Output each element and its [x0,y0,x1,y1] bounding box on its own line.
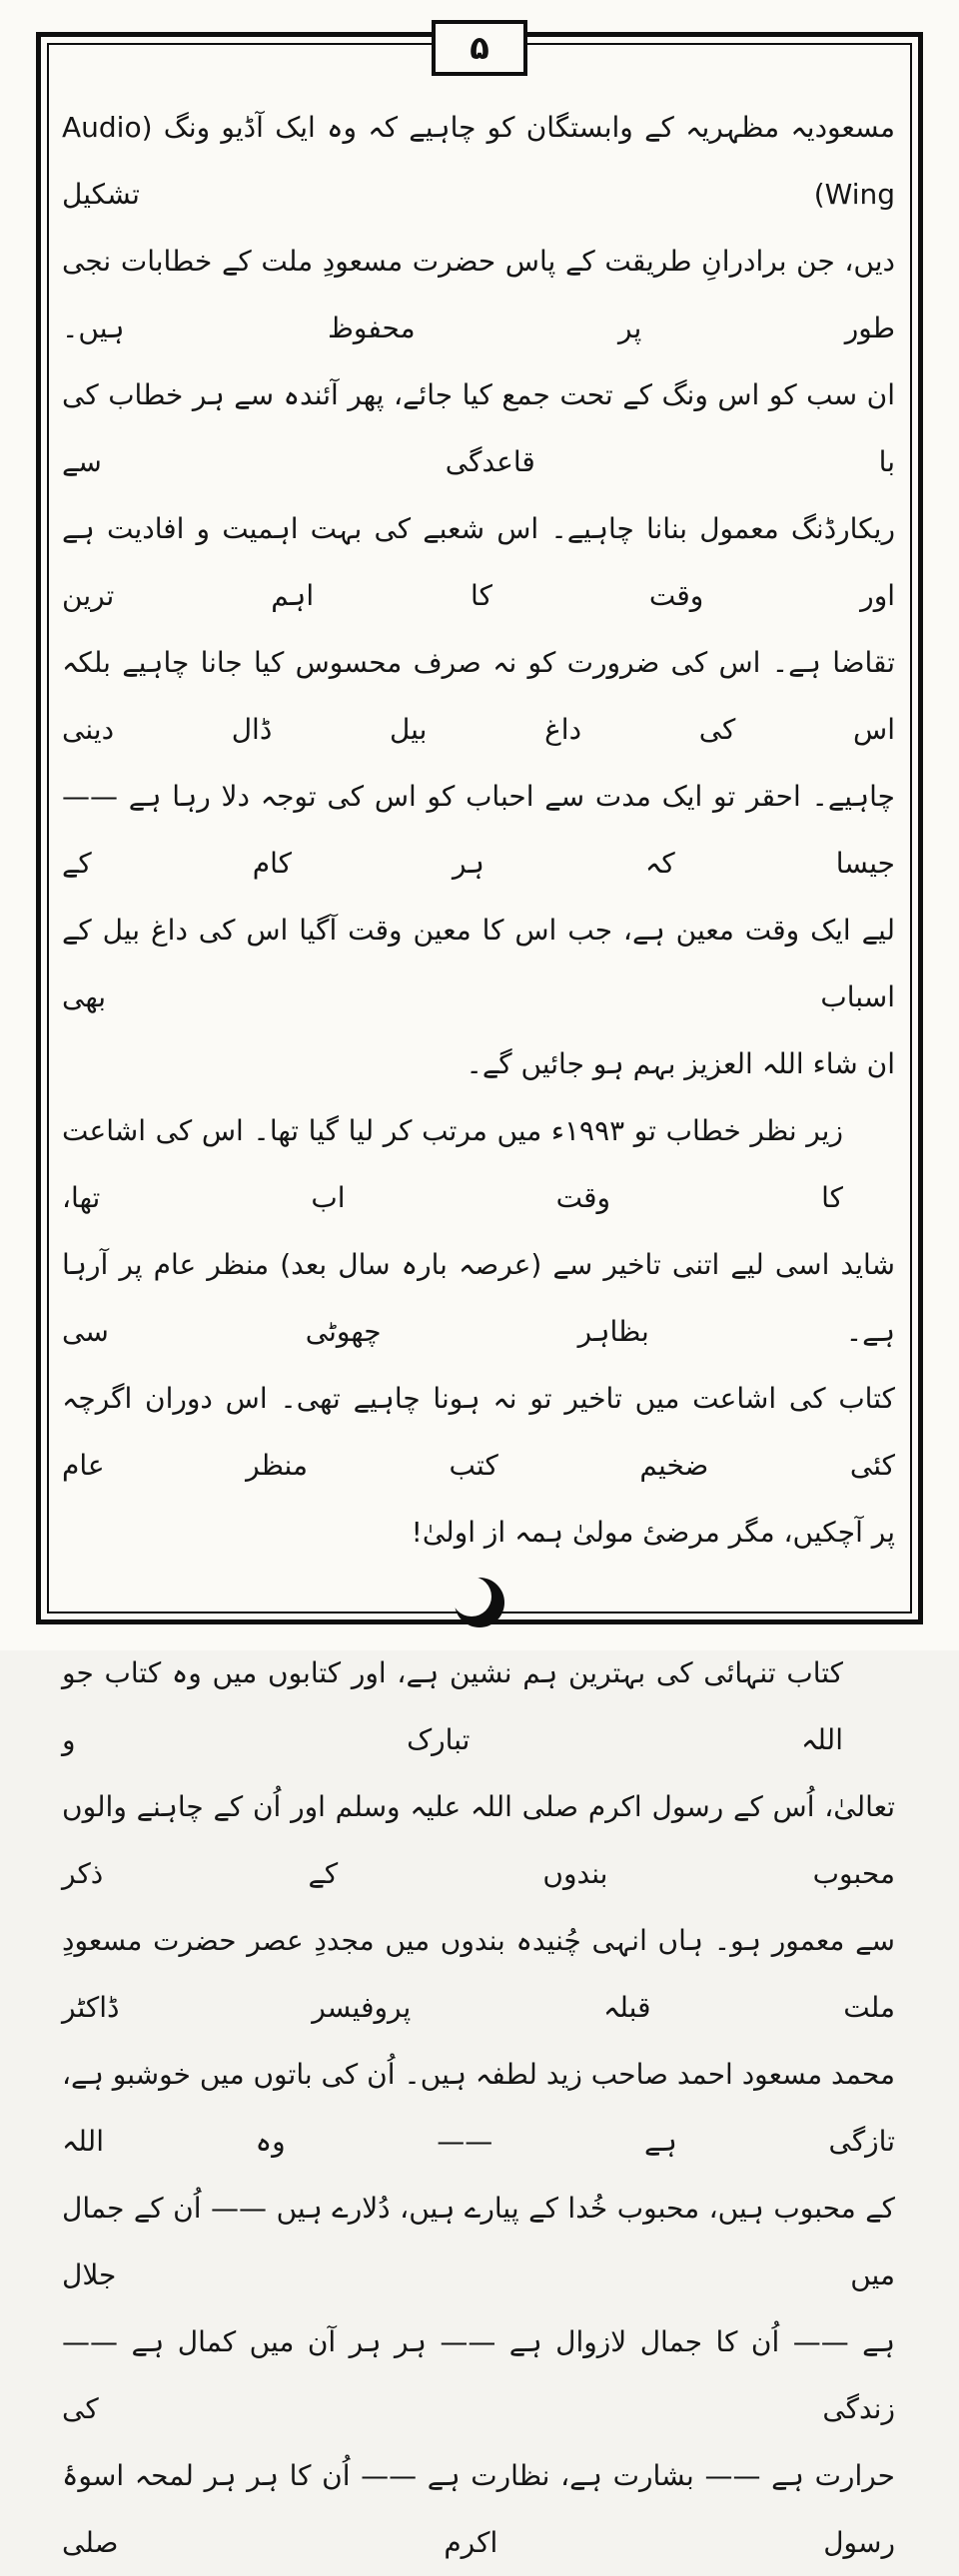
text-line: زیر نظر خطاب تو ۱۹۹۳ء میں مرتب کر لیا گیا تھا۔ اس کی اشاعت کا وقت اب تھا، [62,1114,843,1214]
text-line: شاید اسی لیے اتنی تاخیر سے (عرصہ بارہ سال بعد) منظر عام پر آرہا ہے۔ بظاہر چھوٹی سی [62,1248,895,1348]
text-line: تقاضا ہے۔ اس کی ضرورت کو نہ صرف محسوس کیا جانا چاہیے بلکہ اس کی داغ بیل ڈال دینی [62,646,895,746]
text-line: ہے —— اُن کا جمال لازوال ہے —— ہر ہر آن میں کمال ہے —— زندگی کی [62,2325,895,2425]
text-line: مسعودیہ مظہریہ کے وابستگان کو چاہیے کہ وہ ایک آڈیو ونگ (Audio Wing) تشکیل [62,111,895,211]
text-line: ریکارڈنگ معمول بنانا چاہیے۔ اس شعبے کی بہت اہمیت و افادیت ہے اور وقت کا اہم ترین [62,512,895,612]
text-line: پر آچکیں، مگر مرضیٔ مولیٰ ہمہ از اولیٰ! [411,1516,895,1549]
text-line: سے معمور ہو۔ ہاں انہی چُنیدہ بندوں میں مجددِ عصر حضرت مسعودِ ملت قبلہ پروفیسر ڈاکٹر [62,1924,895,2024]
text-line: لیے ایک وقت معین ہے، جب اس کا معین وقت آگیا اس کی داغ بیل کے اسباب بھی [62,914,895,1013]
text-line: کتاب تنہائی کی بہترین ہم نشین ہے، اور کتابوں میں وہ کتاب جو اللہ تبارک و [62,1656,843,1756]
crescent-icon [450,1575,507,1630]
text-line: کے محبوب ہیں، محبوب خُدا کے پیارے ہیں، دُلارے ہیں —— اُن کے جمال میں جلال [62,2192,895,2291]
page-body-text [62,94,895,2576]
page-number: ۵ [470,29,489,67]
text-line: دیں، جن برادرانِ طریقت کے پاس حضرت مسعودِ ملت کے خطابات نجی طور پر محفوظ ہیں۔ [62,245,895,344]
text-line: تعالیٰ، اُس کے رسول اکرم صلی اللہ علیہ وسلم اور اُن کے چاہنے والوں محبوب بندوں کے ذکر [62,1790,895,1890]
text-line: محمد مسعود احمد صاحب زید لطفہ ہیں۔ اُن کی باتوں میں خوشبو ہے، تازگی ہے —— وہ اللہ [62,2058,895,2158]
text-line: ان سب کو اس ونگ کے تحت جمع کیا جائے، پھر آئندہ سے ہر خطاب کی با قاعدگی سے [62,378,895,478]
page-number-box [432,20,527,76]
text-line: چاہیے۔ احقر تو ایک مدت سے احباب کو اس کی توجہ دلا رہا ہے —— جیسا کہ ہر کام کے [62,780,895,880]
section-divider [62,1566,895,1639]
text-line: ان شاء اللہ العزیز بہم ہو جائیں گے۔ [466,1047,895,1080]
text-line: حرارت ہے —— بشارت ہے، نظارت ہے —— اُن کا ہر ہر لمحہ اسوۂ رسول اکرم صلی [62,2459,895,2559]
text-line: کتاب کی اشاعت میں تاخیر تو نہ ہونا چاہیے تھی۔ اس دوران اگرچہ کئی ضخیم کتب منظر عام [62,1382,895,1482]
